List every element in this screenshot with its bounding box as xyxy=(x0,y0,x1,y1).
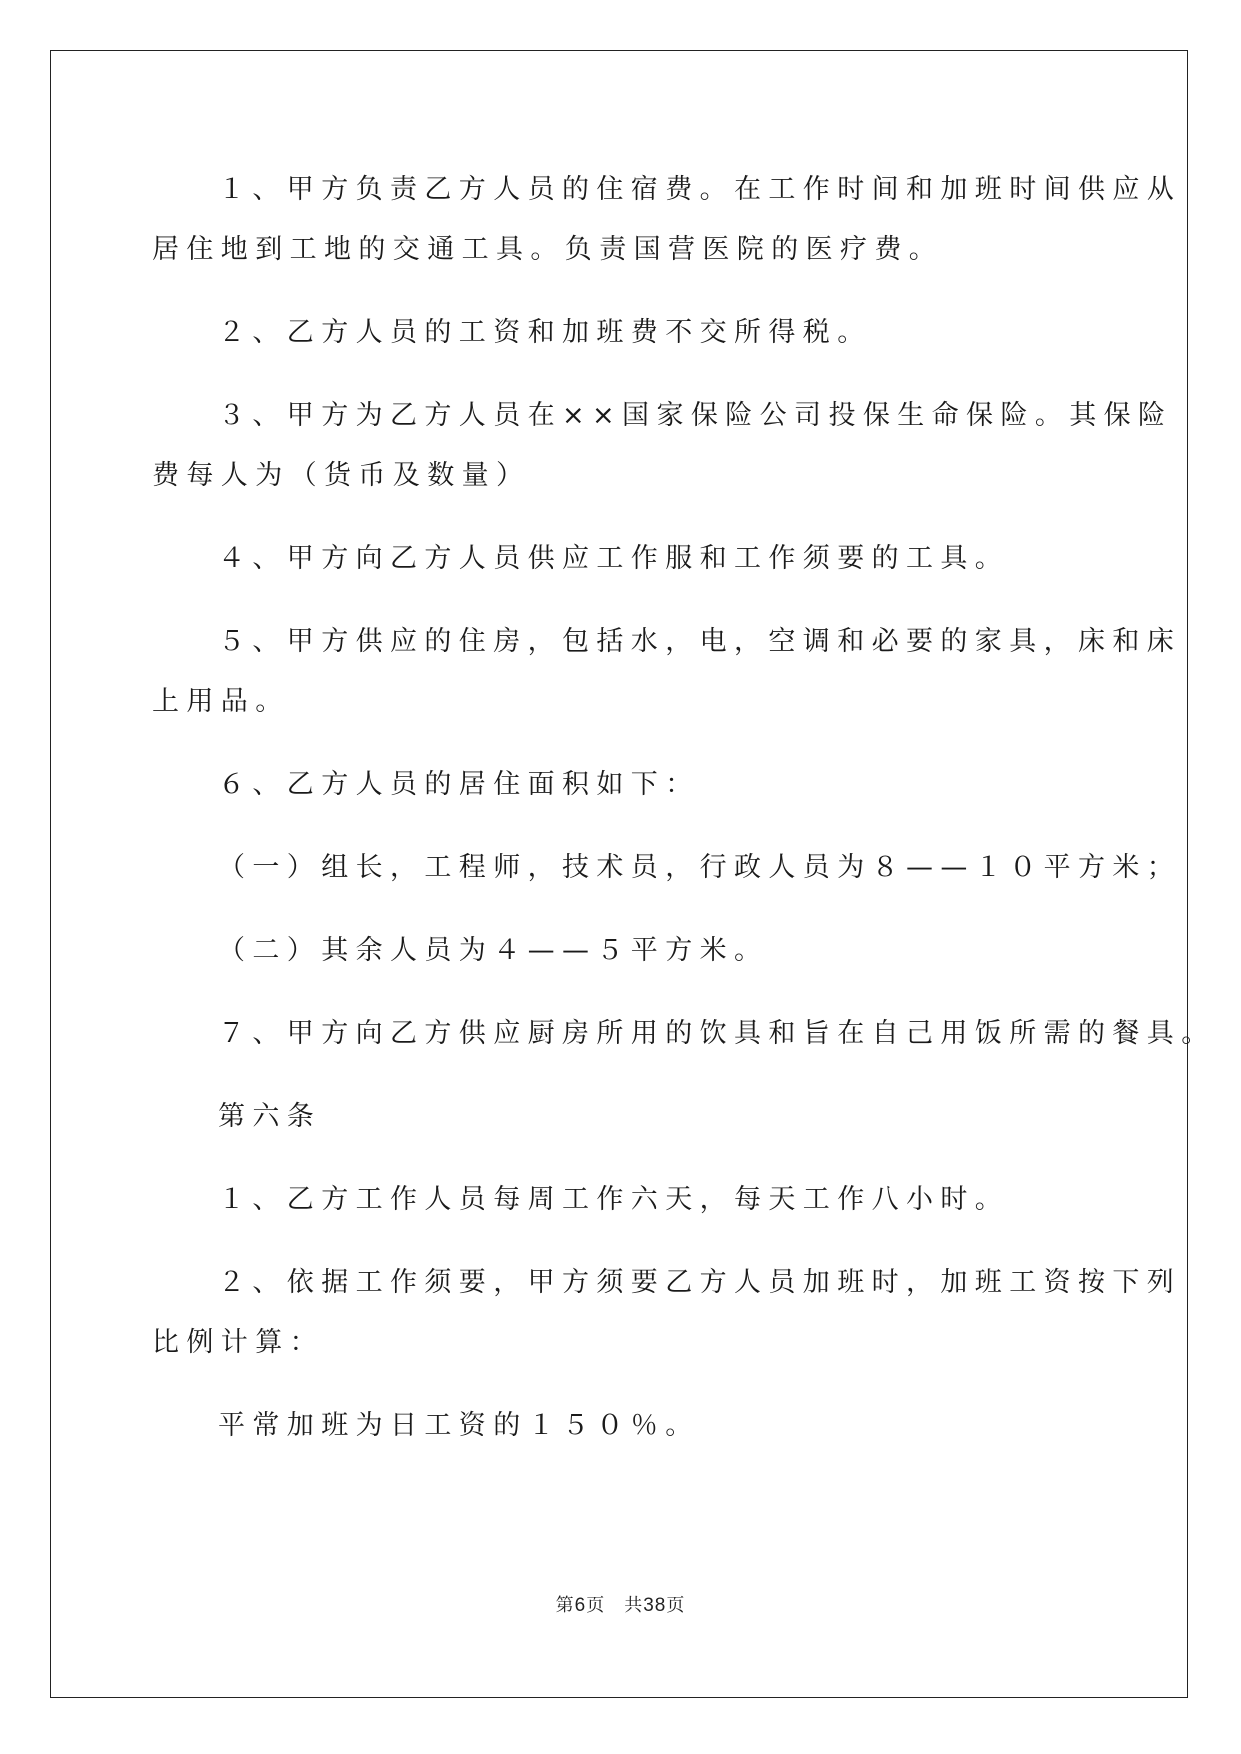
footer-suffix: 页 xyxy=(666,1595,686,1616)
paragraph-line: ４、甲方向乙方人员供应工作服和工作须要的工具。 xyxy=(218,543,1010,574)
total-pages-number: 38 xyxy=(643,1595,667,1616)
paragraph-line: 上用品。 xyxy=(152,686,290,717)
paragraph-line: （二）其余人员为４——５平方米。 xyxy=(218,935,769,966)
paragraph-line: ６、乙方人员的居住面积如下： xyxy=(218,769,700,800)
footer-prefix: 第 xyxy=(555,1595,575,1616)
page-footer xyxy=(0,1591,1241,1617)
paragraph-line: １、乙方工作人员每周工作六天，每天工作八小时。 xyxy=(218,1184,1010,1215)
paragraph-line: ２、乙方人员的工资和加班费不交所得税。 xyxy=(218,317,872,348)
paragraph-line: 费每人为（货币及数量） xyxy=(152,460,531,491)
paragraph-line: ３、甲方为乙方人员在××国家保险公司投保生命保险。其保险 xyxy=(218,400,1173,431)
paragraph-line: 居住地到工地的交通工具。负责国营医院的医疗费。 xyxy=(152,234,944,265)
paragraph-line: ７、甲方向乙方供应厨房所用的饮具和旨在自己用饭所需的餐具。 xyxy=(218,1018,1216,1049)
footer-middle: 页 共 xyxy=(586,1595,644,1616)
section-heading: 第六条 xyxy=(218,1101,322,1132)
paragraph-line: （一）组长，工程师，技术员，行政人员为８——１０平方米； xyxy=(218,852,1182,883)
paragraph-line: １、甲方负责乙方人员的住宿费。在工作时间和加班时间供应从 xyxy=(218,174,1182,205)
current-page-number: 6 xyxy=(574,1595,587,1616)
paragraph-line: ５、甲方供应的住房，包括水，电，空调和必要的家具，床和床 xyxy=(218,626,1182,657)
document-body xyxy=(152,160,1216,1456)
paragraph-line: 比例计算： xyxy=(152,1327,324,1358)
paragraph-line: 平常加班为日工资的１５０％。 xyxy=(218,1410,700,1441)
paragraph-line: ２、依据工作须要，甲方须要乙方人员加班时，加班工资按下列 xyxy=(218,1267,1182,1298)
